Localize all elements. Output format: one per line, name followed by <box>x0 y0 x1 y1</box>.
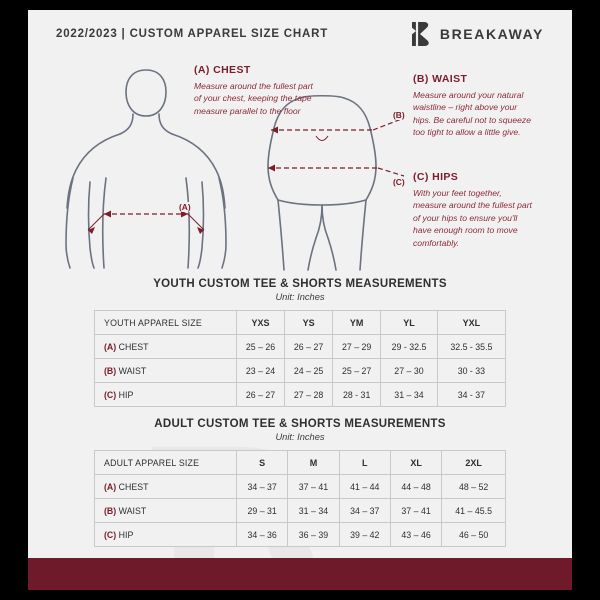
adult-r1-c4: 41 – 45.5 <box>442 499 506 523</box>
youth-row-1-name: WAIST <box>118 365 147 376</box>
adult-row-2-name: HIP <box>118 529 134 540</box>
youth-r0-c3: 29 - 32.5 <box>381 335 438 359</box>
note-waist <box>413 73 533 139</box>
note-waist-title: (B) WAIST <box>413 73 468 85</box>
brand-lockup <box>406 20 544 48</box>
youth-r0-c1: 26 – 27 <box>285 335 333 359</box>
youth-section-unit: Unit: Inches <box>275 292 325 302</box>
breakaway-logo-icon <box>406 20 432 48</box>
page-header <box>28 10 572 58</box>
adult-r0-c4: 48 – 52 <box>442 475 506 499</box>
youth-row-2-name: HIP <box>118 389 134 400</box>
youth-r2-c2: 28 - 31 <box>333 383 381 407</box>
adult-r1-c0: 29 – 31 <box>237 499 288 523</box>
adult-r0-c2: 41 – 44 <box>339 475 390 499</box>
adult-r2-c3: 43 – 46 <box>390 523 441 547</box>
note-hips <box>413 171 533 249</box>
youth-r0-c0: 25 – 26 <box>237 335 285 359</box>
youth-row-0-label <box>95 335 237 359</box>
table-row <box>95 475 506 499</box>
note-hips-body: With your feet together, measure around the fullest part of your hips to ensure you'll have enough room to move comfortably. <box>413 188 532 248</box>
note-waist-body: Measure around your natural waistline – right above your hips. Be careful not to squeeze too tight to allow a little give. <box>413 90 532 138</box>
size-chart-sheet <box>28 10 572 590</box>
youth-row-1-label <box>95 359 237 383</box>
youth-col-2: YM <box>333 311 381 335</box>
adult-col-2: L <box>339 451 390 475</box>
adult-r2-c4: 46 – 50 <box>442 523 506 547</box>
page-title: 2022/2023 | CUSTOM APPAREL SIZE CHART <box>56 28 329 40</box>
adult-row-1-tag: (B) <box>104 505 117 516</box>
chest-measure-label: (A) <box>179 202 191 212</box>
youth-r1-c2: 25 – 27 <box>333 359 381 383</box>
adult-r1-c1: 31 – 34 <box>288 499 339 523</box>
youth-r0-c2: 27 – 29 <box>333 335 381 359</box>
adult-header-label: ADULT APPAREL SIZE <box>95 451 237 475</box>
table-row <box>95 499 506 523</box>
note-chest <box>194 64 314 117</box>
adult-section <box>94 418 506 547</box>
footer-bar <box>28 558 572 590</box>
youth-row-0-name: CHEST <box>118 341 149 352</box>
adult-row-0-name: CHEST <box>118 481 149 492</box>
table-row <box>95 335 506 359</box>
adult-section-unit: Unit: Inches <box>275 432 325 442</box>
youth-header-label: YOUTH APPAREL SIZE <box>95 311 237 335</box>
youth-row-2-label <box>95 383 237 407</box>
adult-r2-c1: 36 – 39 <box>288 523 339 547</box>
adult-size-table <box>94 450 506 547</box>
adult-table-header-row <box>95 451 506 475</box>
adult-r1-c3: 37 – 41 <box>390 499 441 523</box>
youth-r1-c1: 24 – 25 <box>285 359 333 383</box>
brand-name: BREAKAWAY <box>439 26 544 42</box>
adult-row-1-label <box>95 499 237 523</box>
adult-row-1-name: WAIST <box>118 505 147 516</box>
note-chest-title: (A) CHEST <box>194 64 251 76</box>
table-row <box>95 383 506 407</box>
youth-row-1-tag: (B) <box>104 365 117 376</box>
youth-r2-c0: 26 – 27 <box>237 383 285 407</box>
youth-r2-c4: 34 - 37 <box>437 383 505 407</box>
adult-r2-c2: 39 – 42 <box>339 523 390 547</box>
adult-r1-c2: 34 – 37 <box>339 499 390 523</box>
waist-measure-label: (B) <box>393 110 405 120</box>
adult-col-4: 2XL <box>442 451 506 475</box>
youth-r1-c3: 27 – 30 <box>381 359 438 383</box>
adult-col-0: S <box>237 451 288 475</box>
youth-r0-c4: 32.5 - 35.5 <box>437 335 505 359</box>
youth-section <box>94 278 506 407</box>
adult-row-0-tag: (A) <box>104 481 117 492</box>
youth-r1-c4: 30 - 33 <box>437 359 505 383</box>
adult-r0-c3: 44 – 48 <box>390 475 441 499</box>
youth-r2-c1: 27 – 28 <box>285 383 333 407</box>
youth-r1-c0: 23 – 24 <box>237 359 285 383</box>
youth-col-0: YXS <box>237 311 285 335</box>
youth-section-title: YOUTH CUSTOM TEE & SHORTS MEASUREMENTS <box>153 278 447 290</box>
adult-row-0-label <box>95 475 237 499</box>
note-chest-body: Measure around the fullest part of your chest, keeping the tape measure parallel to the floor <box>194 81 313 116</box>
measurement-diagram <box>28 58 572 280</box>
note-hips-title: (C) HIPS <box>413 171 459 183</box>
youth-col-1: YS <box>285 311 333 335</box>
youth-r2-c3: 31 – 34 <box>381 383 438 407</box>
adult-row-2-label <box>95 523 237 547</box>
youth-row-2-tag: (C) <box>104 389 117 400</box>
adult-row-2-tag: (C) <box>104 529 117 540</box>
youth-size-table <box>94 310 506 407</box>
table-row <box>95 523 506 547</box>
adult-col-3: XL <box>390 451 441 475</box>
hips-measure-label: (C) <box>393 177 405 187</box>
adult-r2-c0: 34 – 36 <box>237 523 288 547</box>
youth-table-header-row <box>95 311 506 335</box>
adult-section-title: ADULT CUSTOM TEE & SHORTS MEASUREMENTS <box>154 418 446 430</box>
adult-col-1: M <box>288 451 339 475</box>
adult-r0-c1: 37 – 41 <box>288 475 339 499</box>
youth-col-3: YL <box>381 311 438 335</box>
table-row <box>95 359 506 383</box>
youth-col-4: YXL <box>437 311 505 335</box>
youth-row-0-tag: (A) <box>104 341 117 352</box>
adult-r0-c0: 34 – 37 <box>237 475 288 499</box>
